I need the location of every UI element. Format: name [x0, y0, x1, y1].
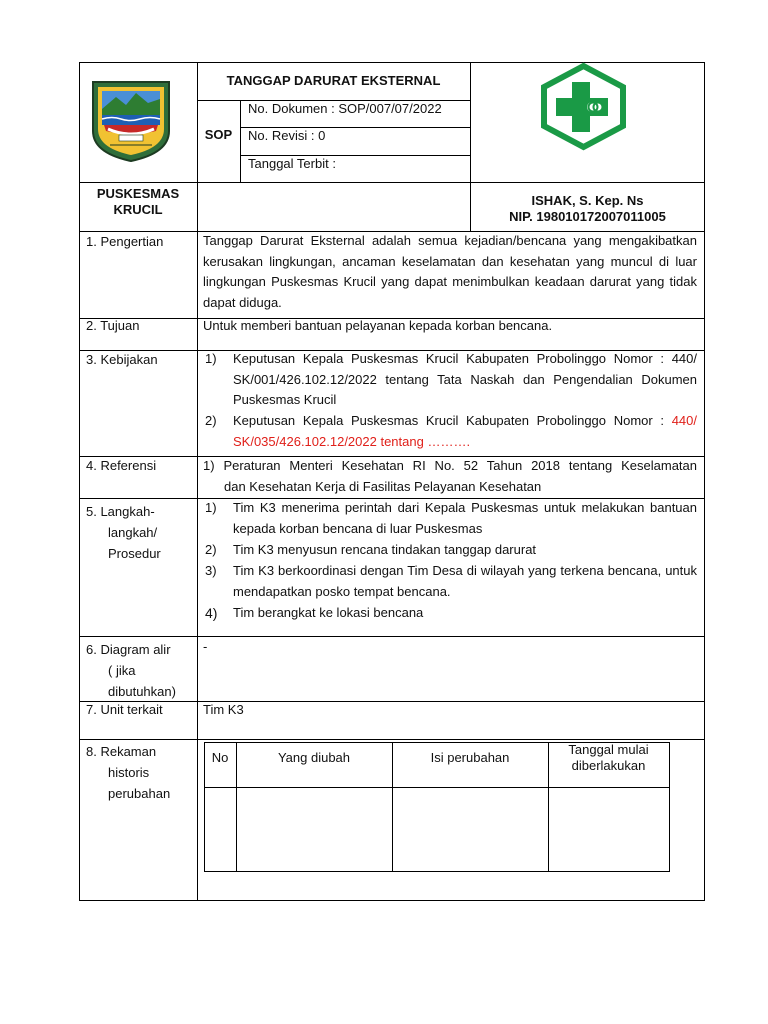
history-col-isi-perubahan: Isi perubahan	[430, 750, 510, 765]
list-number: 3)	[205, 563, 217, 578]
organization-name-line2: KRUCIL	[113, 202, 163, 217]
signer-block	[470, 193, 705, 225]
label-rekaman-line1: 8. Rekaman	[86, 744, 157, 759]
label-unit-terkait: 7. Unit terkait	[86, 702, 163, 717]
label-langkah-line2: langkah/	[108, 525, 158, 540]
label-langkah-line1: 5. Langkah-	[86, 504, 155, 519]
kebijakan-item-2	[205, 411, 697, 452]
history-col-tanggal-line2: diberlakukan	[571, 758, 646, 773]
regency-emblem-logo	[90, 79, 172, 163]
sop-title: TANGGAP DARURAT EKSTERNAL	[226, 73, 441, 88]
list-number: 4)	[205, 605, 218, 621]
kebijakan-item-1-text: Keputusan Kepala Puskesmas Krucil Kabupaten Probolinggo Nomor : 440/ SK/001/426.102.12/2022 tentang Tata Naskah dan Pengendalian Dokumen Puskesmas Krucil	[233, 351, 697, 408]
history-col-tanggal-line1: Tanggal mulai	[568, 742, 649, 757]
label-rekaman-line2: historis	[108, 765, 150, 780]
label-referensi: 4. Referensi	[86, 458, 157, 473]
tujuan-text: Untuk memberi bantuan pelayanan kepada korban bencana.	[203, 318, 553, 333]
referensi-line-2: dan Kesehatan Kerja di Fasilitas Pelayanan Kesehatan	[224, 479, 542, 494]
kebijakan-item-1	[205, 349, 697, 411]
signer-nip: NIP. 198010172007011005	[509, 209, 666, 224]
referensi-line-1: 1) Peraturan Menteri Kesehatan RI No. 52 Tahun 2018 tentang Keselamatan	[203, 458, 697, 473]
organization-name-line1: PUSKESMAS	[96, 186, 180, 201]
history-col-no: No	[211, 750, 229, 765]
label-tujuan: 2. Tujuan	[86, 318, 140, 333]
list-number: 1)	[205, 351, 217, 366]
label-langkah-line3: Prosedur	[108, 546, 161, 561]
document-number: No. Dokumen : SOP/007/07/2022	[248, 101, 442, 116]
langkah-step-4-text: Tim berangkat ke lokasi bencana	[233, 605, 424, 620]
history-col-tanggal	[548, 742, 669, 774]
langkah-step-3	[205, 561, 697, 602]
organization-name	[79, 186, 197, 218]
label-rekaman-line3: perubahan	[108, 786, 171, 801]
list-number: 1)	[205, 500, 217, 515]
label-diagram-line2: ( jika	[108, 663, 136, 678]
label-diagram-line3: dibutuhkan)	[108, 684, 176, 699]
langkah-step-1-text: Tim K3 menerima perintah dari Kepala Puskesmas untuk melakukan bantuan kepada korban bencana di luar Puskesmas	[233, 500, 697, 536]
label-diagram	[86, 639, 176, 702]
list-number: 2)	[205, 413, 217, 428]
list-number: 2)	[205, 542, 217, 557]
diagram-value: -	[203, 639, 208, 654]
history-col-yang-diubah: Yang diubah	[277, 750, 351, 765]
issue-date: Tanggal Terbit :	[248, 156, 336, 171]
langkah-step-2-text: Tim K3 menyusun rencana tindakan tanggap darurat	[233, 542, 537, 557]
revision-number: No. Revisi : 0	[248, 128, 326, 143]
label-rekaman	[86, 741, 170, 804]
pengertian-text: Tanggap Darurat Eksternal adalah semua kejadian/bencana yang mengakibatkan kerusakan lingkungan, ancaman keselamatan dan kesehatan yang muncul di luar lingkungan Puskesmas Krucil yang dapat menimbulkan keadaan darurat yang tidak dapat diduga.	[203, 233, 697, 311]
langkah-step-4	[205, 603, 697, 624]
label-langkah	[86, 501, 161, 564]
kebijakan-item-2-text	[233, 411, 697, 452]
langkah-step-1	[205, 498, 697, 539]
signer-name: ISHAK, S. Kep. Ns	[531, 193, 644, 208]
label-diagram-line1: 6. Diagram alir	[86, 642, 171, 657]
langkah-step-2	[205, 540, 697, 561]
kebijakan-item-2-main: Keputusan Kepala Puskesmas Krucil Kabupaten Probolinggo Nomor :	[233, 413, 672, 428]
label-pengertian: 1. Pengertian	[86, 234, 164, 249]
unit-terkait-value: Tim K3	[203, 702, 244, 717]
langkah-step-3-text: Tim K3 berkoordinasi dengan Tim Desa di wilayah yang terkena bencana, untuk mendapatkan posko tempat bencana.	[233, 563, 697, 599]
kebijakan-item-2-red: 440/ SK/035/426.102.12/2022 tentang ……….	[233, 413, 697, 449]
puskesmas-logo	[537, 62, 630, 151]
label-kebijakan: 3. Kebijakan	[86, 352, 158, 367]
sop-label: SOP	[204, 127, 233, 142]
